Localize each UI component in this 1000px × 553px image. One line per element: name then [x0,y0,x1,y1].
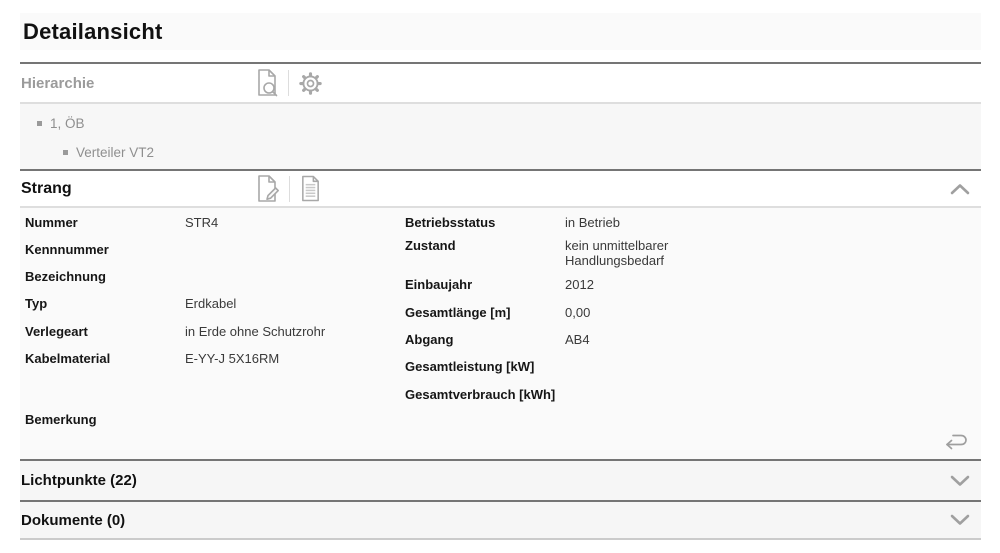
field-label: Kabelmaterial [25,350,111,366]
field-value: Erdkabel [185,296,237,312]
field-value: AB4 [565,331,590,347]
dokumente-title: Dokumente (0) [21,511,126,529]
expand-dokumente-button[interactable] [950,514,970,527]
tree-item-oeb[interactable] [20,109,981,138]
collapse-strang-button[interactable] [950,182,970,195]
field-value: kein unmittelbarer Handlungsbedarf [565,238,669,268]
lichtpunkte-section-header[interactable] [20,461,981,500]
field-label: Betriebsstatus [405,214,496,230]
field-row [405,299,981,326]
field-label: Abgang [405,331,454,347]
field-row [25,209,405,236]
field-row [405,326,981,353]
report-document-icon [299,175,322,202]
chevron-down-icon [950,474,970,487]
field-row [405,272,981,299]
field-row [25,345,405,372]
page-title-bar [20,13,981,50]
hierarchy-section-header [20,64,981,102]
lichtpunkte-title: Lichtpunkte (22) [21,472,137,489]
bullet-icon [63,150,68,155]
field-row [405,354,981,381]
field-value: STR4 [185,214,219,230]
strang-section-header[interactable] [20,171,981,206]
field-value: in Erde ohne Schutzrohr [185,323,326,339]
dokumente-section-header[interactable] [20,502,981,538]
field-label: Verlegeart [25,323,88,339]
field-label: Bezeichnung [25,269,106,285]
page-title: Detailansicht [23,18,163,44]
field-label: Gesamtleistung [kW] [405,359,535,375]
tree-item-label: Verteiler VT2 [76,145,155,160]
toolbar-separator [289,176,290,202]
settings-button[interactable] [298,71,323,96]
fields-column-right [405,209,981,459]
toolbar-separator [288,70,289,96]
section-divider [20,538,981,540]
field-value: 2012 [565,277,594,293]
field-row [25,407,405,434]
field-label: Einbaujahr [405,277,473,293]
field-row [25,318,405,345]
field-row [25,236,405,263]
field-label: Zustand [405,238,456,254]
field-label: Nummer [25,214,78,230]
field-label: Typ [25,296,48,312]
field-row [405,236,981,272]
hierarchy-title: Hierarchie [21,74,95,92]
edit-button[interactable] [255,175,280,203]
tree-item-verteiler[interactable] [20,138,981,167]
field-row [405,381,981,408]
report-button[interactable] [299,175,322,202]
field-value: 0,00 [565,304,591,320]
strang-title: Strang [21,179,72,197]
edit-document-icon [255,175,280,203]
strang-toolbar [255,171,322,206]
field-label: Gesamtverbrauch [kWh] [405,386,556,402]
gear-icon [298,71,323,96]
field-label: Gesamtlänge [m] [405,304,511,320]
field-row [25,291,405,318]
tree-item-label: 1, ÖB [50,116,85,131]
undo-button[interactable] [943,430,969,453]
document-search-button[interactable] [255,69,279,97]
hierarchy-toolbar [255,64,323,102]
field-value: E-YY-J 5X16RM [185,350,280,366]
expand-lichtpunkte-button[interactable] [950,474,970,487]
field-label: Kennnummer [25,241,109,257]
chevron-down-icon [950,514,970,527]
chevron-up-icon [950,182,970,195]
undo-icon [943,430,969,453]
field-label: Bemerkung [25,412,97,428]
field-row [25,264,405,291]
document-search-icon [255,69,279,97]
strang-details-panel [20,208,981,459]
hierarchy-tree [20,104,981,169]
field-value: in Betrieb [565,214,620,230]
bullet-icon [37,121,42,126]
fields-column-left [20,209,405,459]
field-row [405,209,981,236]
